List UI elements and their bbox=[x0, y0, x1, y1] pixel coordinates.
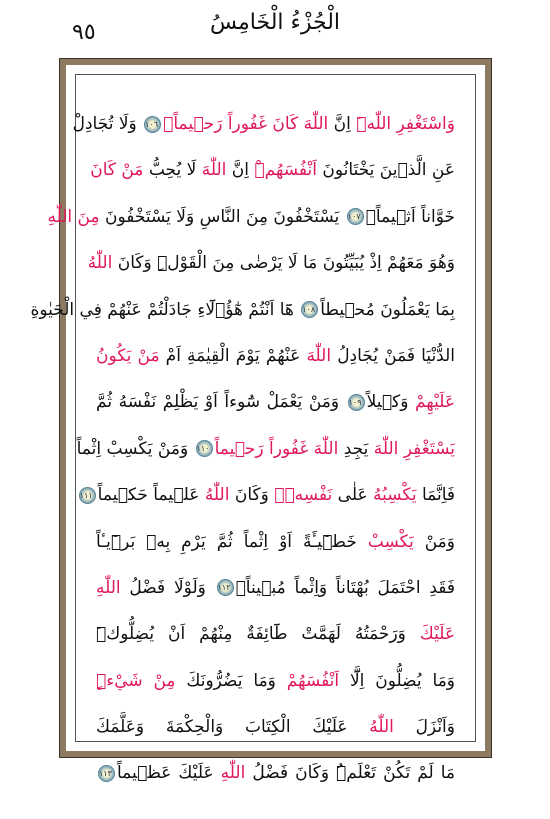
text-line-9 bbox=[79, 472, 455, 518]
text-line-13 bbox=[96, 658, 455, 704]
verse-text: فَاِنَّمَا bbox=[416, 485, 455, 506]
text-line-4 bbox=[87, 240, 455, 286]
text-line-5 bbox=[30, 287, 455, 333]
divine-name-text: مَنْ يَكُونُ bbox=[96, 345, 160, 366]
divine-name-text: اللّٰهَ bbox=[306, 345, 332, 366]
verse-text: وَلَا تُجَادِلْ bbox=[72, 114, 143, 134]
verse-text: وَهُوَ مَعَهُمْ اِذْ يُبَيِّتُونَ مَا لَا يَرْضٰى مِنَ الْقَوْلِۜ وَكَانَ bbox=[112, 253, 455, 274]
divine-name-text: يَكْسِبْ bbox=[367, 531, 414, 552]
divine-name-text: وَاسْتَغْفِرِ اللّٰهَۜ bbox=[356, 114, 455, 134]
verse-text: عَل۪يماً حَك۪يماً bbox=[97, 485, 205, 506]
verse-text: لَا يُحِبُّ bbox=[143, 160, 202, 181]
ayah-marker-icon: ١٠٦ bbox=[144, 116, 161, 133]
verse-text: عَلَيْكَ الْكِتَابَ وَالْحِكْمَةَ وَعَلَّمَكَ bbox=[96, 717, 370, 738]
verse-text: وَمَا يَضُرُّونَكَ bbox=[175, 670, 287, 691]
divine-name-text: اَنْفُسَهُمْۜ bbox=[254, 160, 317, 181]
divine-name-text: اَنْفُسَهُمْ bbox=[286, 670, 340, 691]
divine-name-text: اللّٰهُ bbox=[369, 717, 394, 738]
divine-name-text: اللّٰهُ bbox=[87, 253, 113, 274]
ornamental-frame bbox=[30, 58, 492, 784]
divine-name-text: اللّٰهُ bbox=[204, 485, 230, 506]
ayah-marker-icon: ١١٠ bbox=[196, 440, 213, 457]
text-line-2 bbox=[90, 147, 455, 193]
verse-text: يَجِدِ bbox=[338, 438, 374, 459]
verse-text: وَلَوْلَا فَضْلُ bbox=[120, 577, 215, 598]
ayah-marker-icon: ١١١ bbox=[79, 487, 96, 504]
verse-text: عَلٰى bbox=[332, 485, 374, 506]
page-number: ٩٥ bbox=[72, 20, 96, 45]
text-line-12 bbox=[96, 611, 455, 657]
verse-text: وَرَحْمَتُهُ لَهَمَّتْ طَٓائِفَةٌ مِنْهُمْ اَنْ يُضِلُّوكَۜ bbox=[96, 624, 420, 645]
divine-name-text: مِنْ شَيْءٍۜ bbox=[96, 670, 176, 691]
verse-text: عَنِ الَّذ۪ينَ يَخْتَانُونَ bbox=[316, 160, 455, 181]
verse-text: وَمَنْ يَكْسِبْ اِثْماً bbox=[76, 438, 194, 459]
page-header bbox=[0, 0, 550, 60]
divine-name-text: نَفْسِه۪ۜ bbox=[274, 485, 333, 506]
verse-text: اِنَّ bbox=[226, 160, 255, 181]
ayah-marker-icon: ١١٣ bbox=[98, 765, 115, 782]
divine-name-text: اللّٰهِ bbox=[220, 763, 246, 784]
verse-text-block bbox=[30, 101, 456, 797]
verse-text: مَا لَمْ تَكُنْ تَعْلَمُۜ وَكَانَ فَضْلُ bbox=[245, 763, 455, 784]
divine-name-text: يَكْسِبُهُ bbox=[373, 485, 417, 506]
verse-text: وَمَا يُضِلُّونَ اِلَّٓا bbox=[339, 670, 456, 691]
ayah-marker-icon: ١٠٩ bbox=[348, 394, 365, 411]
ayah-marker-icon: ١١٢ bbox=[217, 579, 234, 596]
divine-name-text: يَسْتَغْفِرِ اللّٰهَ bbox=[373, 438, 455, 459]
divine-name-text: اللّٰهِ bbox=[96, 577, 121, 598]
verse-text: وَكَانَ bbox=[229, 485, 275, 506]
divine-name-text: مَنْ كَانَ bbox=[90, 160, 144, 181]
text-line-10 bbox=[96, 519, 455, 565]
text-panel bbox=[30, 74, 476, 784]
divine-name-text: اللّٰهَ غَفُوراً رَح۪يماً bbox=[214, 438, 339, 459]
verse-text: وَمَنْ يَعْمَلْ سُٓوءاً اَوْ يَظْلِمْ نَفْسَهُ ثُمَّ bbox=[96, 392, 346, 413]
verse-text: بِمَا يَعْمَلُونَ مُح۪يطاً bbox=[320, 299, 455, 320]
verse-text: هَٓا اَنْتُمْ هٰٓؤُ۬لَٓاءِ جَادَلْتُمْ عَنْهُمْ فِي الْحَيٰوةِ bbox=[30, 299, 300, 320]
text-line-6 bbox=[96, 333, 455, 379]
verse-text: فَقَدِ احْتَمَلَ بُهْتَاناً وَاِثْماً مُب۪يناًۚ bbox=[235, 577, 455, 598]
divine-name-text: اللّٰهَ bbox=[201, 160, 227, 181]
ayah-marker-icon: ١٠٨ bbox=[301, 301, 318, 318]
text-line-7 bbox=[96, 379, 455, 425]
verse-text: وَاَنْزَلَ bbox=[393, 717, 455, 738]
verse-text: الدُّنْيَا فَمَنْ يُجَادِلُ bbox=[331, 345, 456, 366]
ayah-marker-icon: ١٠٧ bbox=[347, 208, 364, 225]
verse-text: وَمَنْ bbox=[413, 531, 455, 552]
verse-text: عَلَيْكَ عَظ۪يماً bbox=[117, 763, 221, 784]
text-line-14 bbox=[96, 704, 455, 750]
verse-text: عَنْهُمْ يَوْمَ الْقِيٰمَةِ اَمْ bbox=[159, 345, 307, 366]
text-line-8 bbox=[76, 426, 455, 472]
divine-name-text: عَلَيْهِمْ bbox=[414, 392, 456, 413]
verse-text: خَط۪ٓيـَٔةً اَوْ اِثْماً ثُمَّ يَرْمِ بِه۪ بَر۪ٓيـٔاً bbox=[96, 531, 368, 552]
text-line-3 bbox=[47, 194, 455, 240]
text-line-15 bbox=[96, 750, 455, 796]
divine-name-text: مِنَ اللّٰهِ bbox=[47, 206, 100, 227]
verse-text: وَك۪يلاً bbox=[366, 392, 415, 413]
divine-name-text: عَلَيْكَ bbox=[419, 624, 455, 645]
verse-text: يَسْتَخْفُونَ مِنَ النَّاسِ وَلَا يَسْتَخْفُونَ bbox=[99, 206, 345, 227]
frame-gap bbox=[30, 65, 485, 784]
juz-title: الْجُزْءُ الْخَامِسُ bbox=[209, 10, 341, 35]
divine-name-text: اللّٰهَ كَانَ غَفُوراً رَح۪يماًۚ bbox=[163, 114, 329, 134]
text-line-1 bbox=[72, 101, 455, 147]
text-line-11 bbox=[96, 565, 455, 611]
verse-text: خَوَّاناً اَث۪يماًۚ bbox=[365, 206, 455, 227]
verse-text: اِنَّ bbox=[328, 114, 357, 134]
